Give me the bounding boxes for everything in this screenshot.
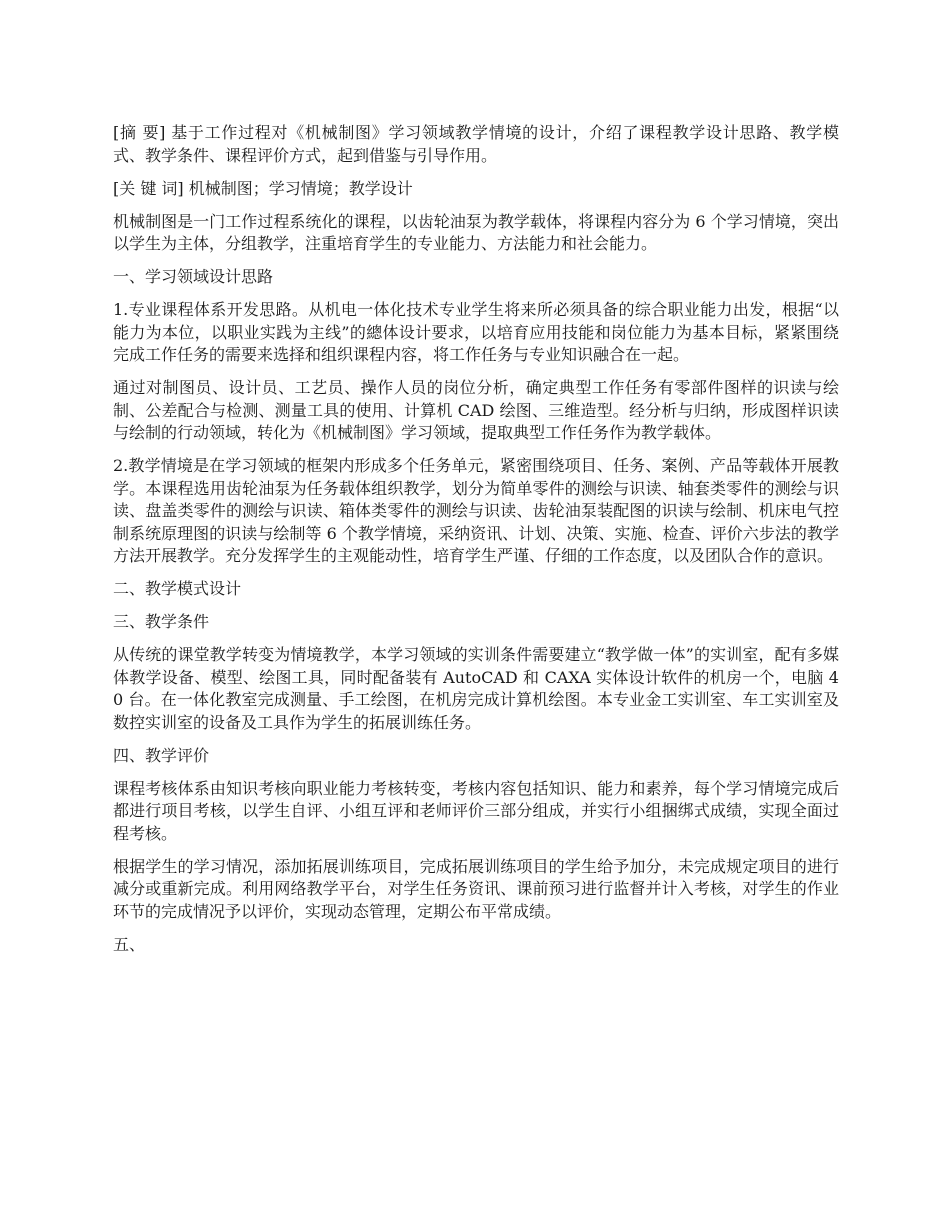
document-body [113,122,839,967]
body-paragraph: 课程考核体系由知识考核向职业能力考核转变，考核内容包括知识、能力和素养，每个学习情境完成后都进行项目考核，以学生自评、小组互评和老师评价三部分组成，并实行小组捆绑式成绩，实现全面过程考核。 [113,778,839,843]
section-heading-4: 四、教学评价 [113,745,210,765]
body-paragraph: 从传统的课堂教学转变为情境教学，本学习领域的实训条件需要建立“教学做一体”的实训室，配有多媒体教学设备、模型、绘图工具，同时配备装有 AutoCAD 和 CAXA 实体设计软件的机房一个，电脑 40 台。在一体化教室完成测量、手工绘图，在机房完成计算机绘图。本专业金工实训室、车工实训室及数控实训室的设备及工具作为学生的拓展训练任务。 [113,645,839,732]
body-paragraph: 通过对制图员、设计员、工艺员、操作人员的岗位分析，确定典型工作任务有零部件图样的识读与绘制、公差配合与检测、测量工具的使用、计算机 CAD 绘图、三维造型。经分析与归纳，形成图样识读与绘制的行动领域，转化为《机械制图》学习领域，提取典型工作任务作为教学载体。 [113,378,839,442]
intro-paragraph: 机械制图是一门工作过程系统化的课程，以齿轮油泵为教学载体，将课程内容分为 6 个学习情境，突出以学生为主体，分组教学，注重培育学生的专业能力、方法能力和社会能力。 [113,211,839,253]
section-heading-5: 五、 [113,934,146,954]
section-heading-1: 一、学习领域设计思路 [113,267,274,286]
body-paragraph: 根据学生的学习情况，添加拓展训练项目，完成拓展训练项目的学生给予加分，未完成规定项目的进行减分或重新完成。利用网络教学平台，对学生任务资讯、课前预习进行监督并计入考核，对学生的作业环节的完成情况予以评价，实现动态管理，定期公布平常成绩。 [113,856,839,921]
section-heading-3: 三、教学条件 [113,612,210,631]
abstract-paragraph: [摘 要] 基于工作过程对《机械制图》学习领域教学情境的设计，介绍了课程教学设计思路、教学模式、教学条件、课程评价方式，起到借鉴与引导作用。 [113,123,839,165]
body-paragraph: 2.教学情境是在学习领域的框架内形成多个任务单元，紧密围绕项目、任务、案例、产品等载体开展教学。本课程选用齿轮油泵为任务载体组织教学，划分为简单零件的测绘与识读、轴套类零件的测绘与识读、盘盖类零件的测绘与识读、箱体类零件的测绘与识读、齿轮油泵装配图的识读与绘制、机床电气控制系统原理图的识读与绘制等 6 个教学情境，采纳资讯、计划、决策、实施、检查、评价六步法的教学方法开展教学。充分发挥学生的主观能动性，培育学生严谨、仔细的工作态度，以及团队合作的意识。 [113,456,839,565]
section-heading-2: 二、教学模式设计 [113,579,242,598]
body-paragraph: 1.专业课程体系开发思路。从机电一体化技术专业学生将来所必须具备的综合职业能力出发，根据“以能力为本位，以职业实践为主线”的總体设计要求，以培育应用技能和岗位能力为基本目标，紧紧围绕完成工作任务的需要来选择和组织课程内容，将工作任务与专业知识融合在一起。 [113,300,839,364]
keywords-paragraph: [关 键 词] 机械制图；学习情境；教学设计 [113,178,413,198]
